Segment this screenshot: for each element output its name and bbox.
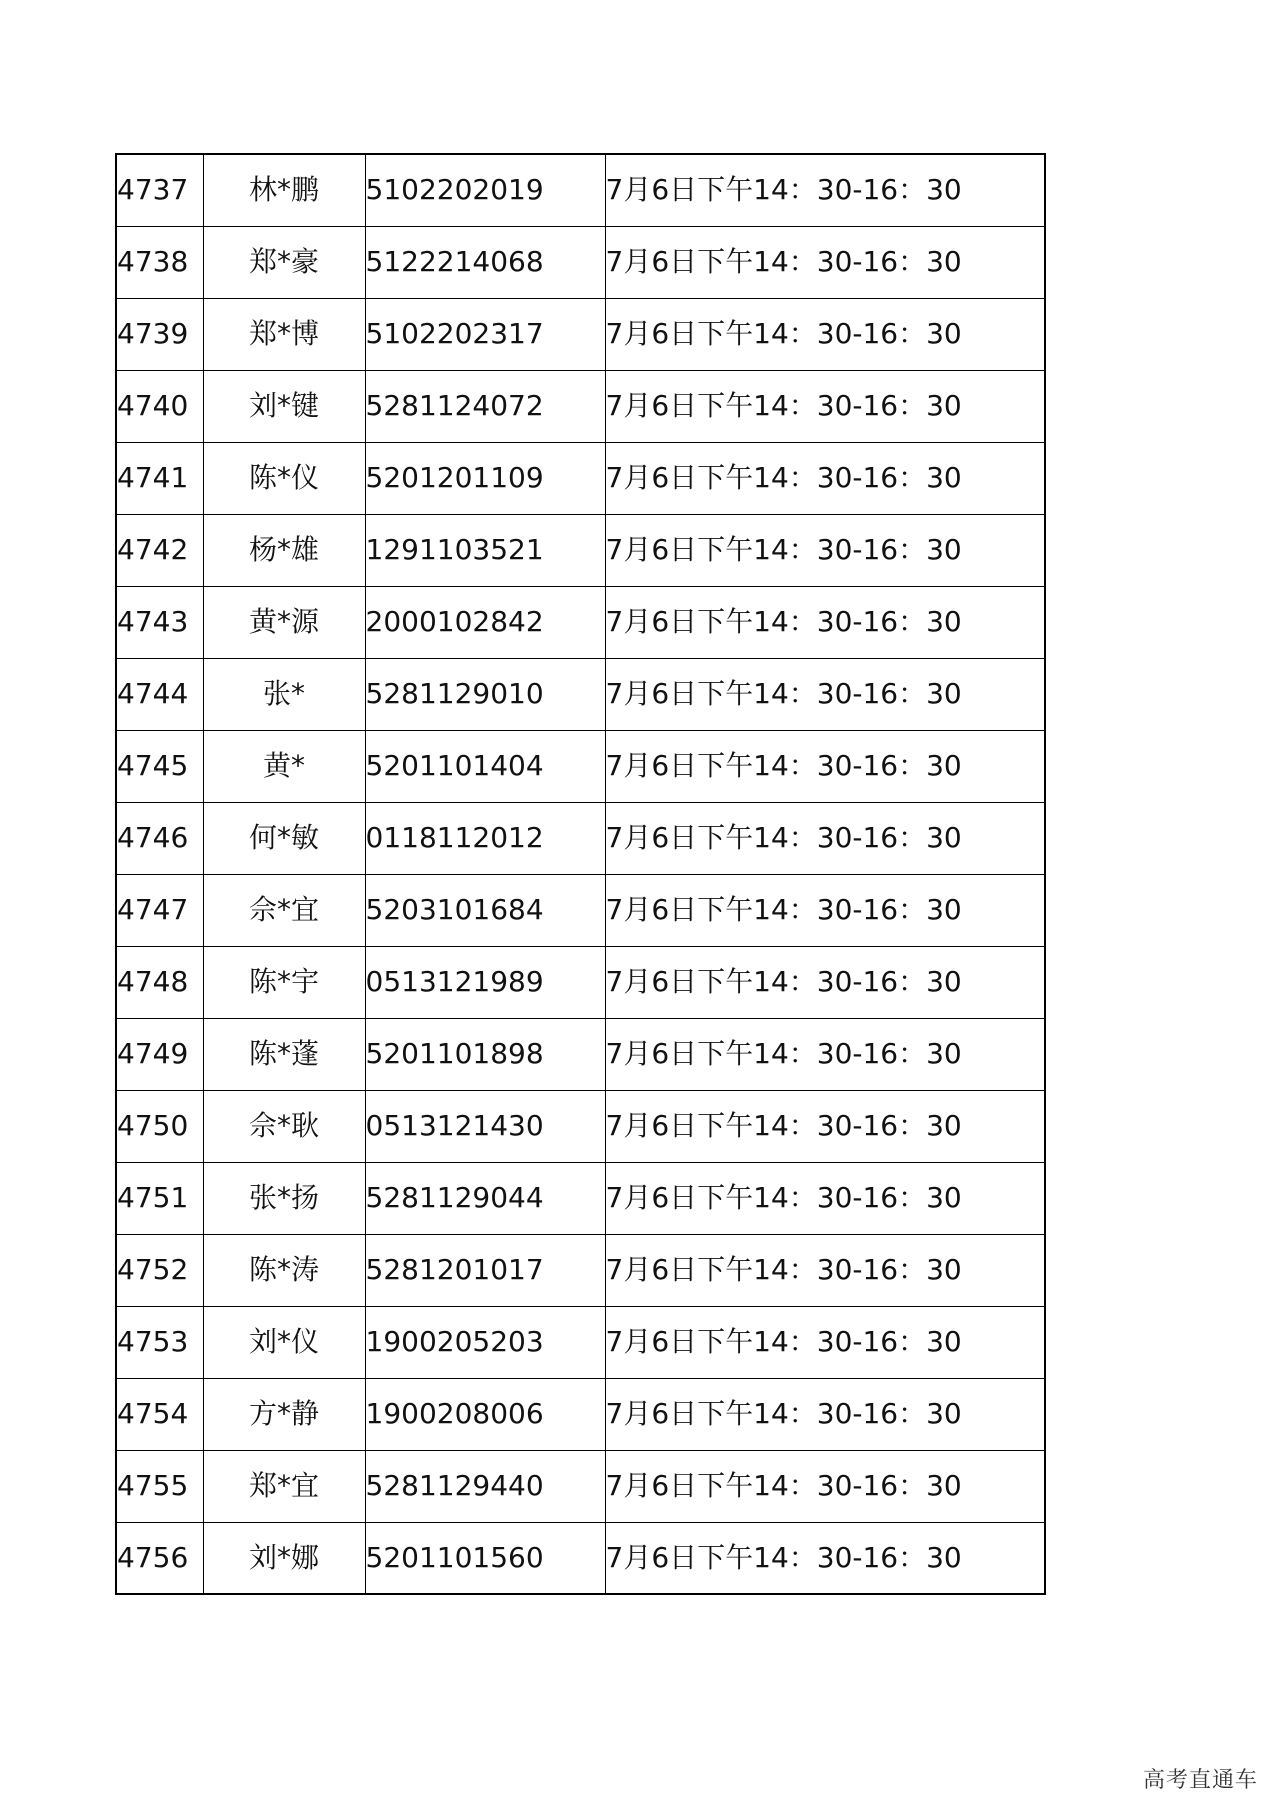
name-cell: 张*扬	[203, 1162, 365, 1234]
id-cell: 5201101404	[365, 730, 605, 802]
table-row	[116, 1090, 1045, 1162]
time-cell: 7月6日下午14：30-16：30	[605, 1162, 1045, 1234]
seq-cell: 4740	[116, 370, 203, 442]
id-cell: 5201101898	[365, 1018, 605, 1090]
table-row	[116, 874, 1045, 946]
table-row	[116, 442, 1045, 514]
seq-cell: 4745	[116, 730, 203, 802]
time-cell: 7月6日下午14：30-16：30	[605, 1450, 1045, 1522]
name-cell: 张*	[203, 658, 365, 730]
time-cell: 7月6日下午14：30-16：30	[605, 370, 1045, 442]
time-cell: 7月6日下午14：30-16：30	[605, 226, 1045, 298]
time-cell: 7月6日下午14：30-16：30	[605, 1090, 1045, 1162]
table-row	[116, 1018, 1045, 1090]
table-row	[116, 514, 1045, 586]
seq-cell: 4750	[116, 1090, 203, 1162]
seq-cell: 4739	[116, 298, 203, 370]
seq-cell: 4741	[116, 442, 203, 514]
seq-cell: 4738	[116, 226, 203, 298]
id-cell: 5201201109	[365, 442, 605, 514]
time-cell: 7月6日下午14：30-16：30	[605, 1378, 1045, 1450]
name-cell: 黄*源	[203, 586, 365, 658]
name-cell: 郑*博	[203, 298, 365, 370]
table-row	[116, 1450, 1045, 1522]
seq-cell: 4747	[116, 874, 203, 946]
name-cell: 郑*宜	[203, 1450, 365, 1522]
id-cell: 5281129044	[365, 1162, 605, 1234]
name-cell: 刘*键	[203, 370, 365, 442]
seq-cell: 4754	[116, 1378, 203, 1450]
seq-cell: 4753	[116, 1306, 203, 1378]
id-cell: 5281201017	[365, 1234, 605, 1306]
time-cell: 7月6日下午14：30-16：30	[605, 586, 1045, 658]
table-row	[116, 586, 1045, 658]
table-row	[116, 730, 1045, 802]
time-cell: 7月6日下午14：30-16：30	[605, 1234, 1045, 1306]
name-cell: 刘*仪	[203, 1306, 365, 1378]
table-row	[116, 1162, 1045, 1234]
table-row	[116, 1522, 1045, 1594]
time-cell: 7月6日下午14：30-16：30	[605, 298, 1045, 370]
time-cell: 7月6日下午14：30-16：30	[605, 802, 1045, 874]
name-cell: 陈*涛	[203, 1234, 365, 1306]
time-cell: 7月6日下午14：30-16：30	[605, 514, 1045, 586]
time-cell: 7月6日下午14：30-16：30	[605, 874, 1045, 946]
time-cell: 7月6日下午14：30-16：30	[605, 442, 1045, 514]
id-cell: 5281129010	[365, 658, 605, 730]
seq-cell: 4749	[116, 1018, 203, 1090]
time-cell: 7月6日下午14：30-16：30	[605, 946, 1045, 1018]
time-cell: 7月6日下午14：30-16：30	[605, 730, 1045, 802]
id-cell: 5281124072	[365, 370, 605, 442]
id-cell: 2000102842	[365, 586, 605, 658]
name-cell: 杨*雄	[203, 514, 365, 586]
seq-cell: 4751	[116, 1162, 203, 1234]
table-row	[116, 370, 1045, 442]
id-cell: 1900205203	[365, 1306, 605, 1378]
id-cell: 0513121989	[365, 946, 605, 1018]
name-cell: 陈*宇	[203, 946, 365, 1018]
seq-cell: 4743	[116, 586, 203, 658]
table-row	[116, 658, 1045, 730]
table-row	[116, 298, 1045, 370]
name-cell: 陈*蓬	[203, 1018, 365, 1090]
time-cell: 7月6日下午14：30-16：30	[605, 154, 1045, 226]
seq-cell: 4737	[116, 154, 203, 226]
seq-cell: 4744	[116, 658, 203, 730]
name-cell: 林*鹏	[203, 154, 365, 226]
name-cell: 方*静	[203, 1378, 365, 1450]
name-cell: 陈*仪	[203, 442, 365, 514]
roster-sheet	[115, 153, 1046, 1595]
seq-cell: 4752	[116, 1234, 203, 1306]
id-cell: 0513121430	[365, 1090, 605, 1162]
table-row	[116, 226, 1045, 298]
table-row	[116, 1306, 1045, 1378]
id-cell: 5122214068	[365, 226, 605, 298]
name-cell: 黄*	[203, 730, 365, 802]
table-row	[116, 1234, 1045, 1306]
table-row	[116, 802, 1045, 874]
id-cell: 5281129440	[365, 1450, 605, 1522]
seq-cell: 4756	[116, 1522, 203, 1594]
table-row	[116, 946, 1045, 1018]
time-cell: 7月6日下午14：30-16：30	[605, 1018, 1045, 1090]
name-cell: 郑*豪	[203, 226, 365, 298]
seq-cell: 4742	[116, 514, 203, 586]
seq-cell: 4748	[116, 946, 203, 1018]
id-cell: 0118112012	[365, 802, 605, 874]
name-cell: 佘*耿	[203, 1090, 365, 1162]
roster-table-body	[116, 154, 1045, 1594]
table-row	[116, 154, 1045, 226]
id-cell: 5203101684	[365, 874, 605, 946]
roster-table	[115, 153, 1046, 1595]
id-cell: 1291103521	[365, 514, 605, 586]
id-cell: 1900208006	[365, 1378, 605, 1450]
seq-cell: 4755	[116, 1450, 203, 1522]
name-cell: 佘*宜	[203, 874, 365, 946]
time-cell: 7月6日下午14：30-16：30	[605, 658, 1045, 730]
name-cell: 何*敏	[203, 802, 365, 874]
time-cell: 7月6日下午14：30-16：30	[605, 1306, 1045, 1378]
name-cell: 刘*娜	[203, 1522, 365, 1594]
seq-cell: 4746	[116, 802, 203, 874]
id-cell: 5102202317	[365, 298, 605, 370]
watermark-text: 高考直通车	[1142, 1768, 1258, 1793]
id-cell: 5201101560	[365, 1522, 605, 1594]
table-row	[116, 1378, 1045, 1450]
time-cell: 7月6日下午14：30-16：30	[605, 1522, 1045, 1594]
id-cell: 5102202019	[365, 154, 605, 226]
